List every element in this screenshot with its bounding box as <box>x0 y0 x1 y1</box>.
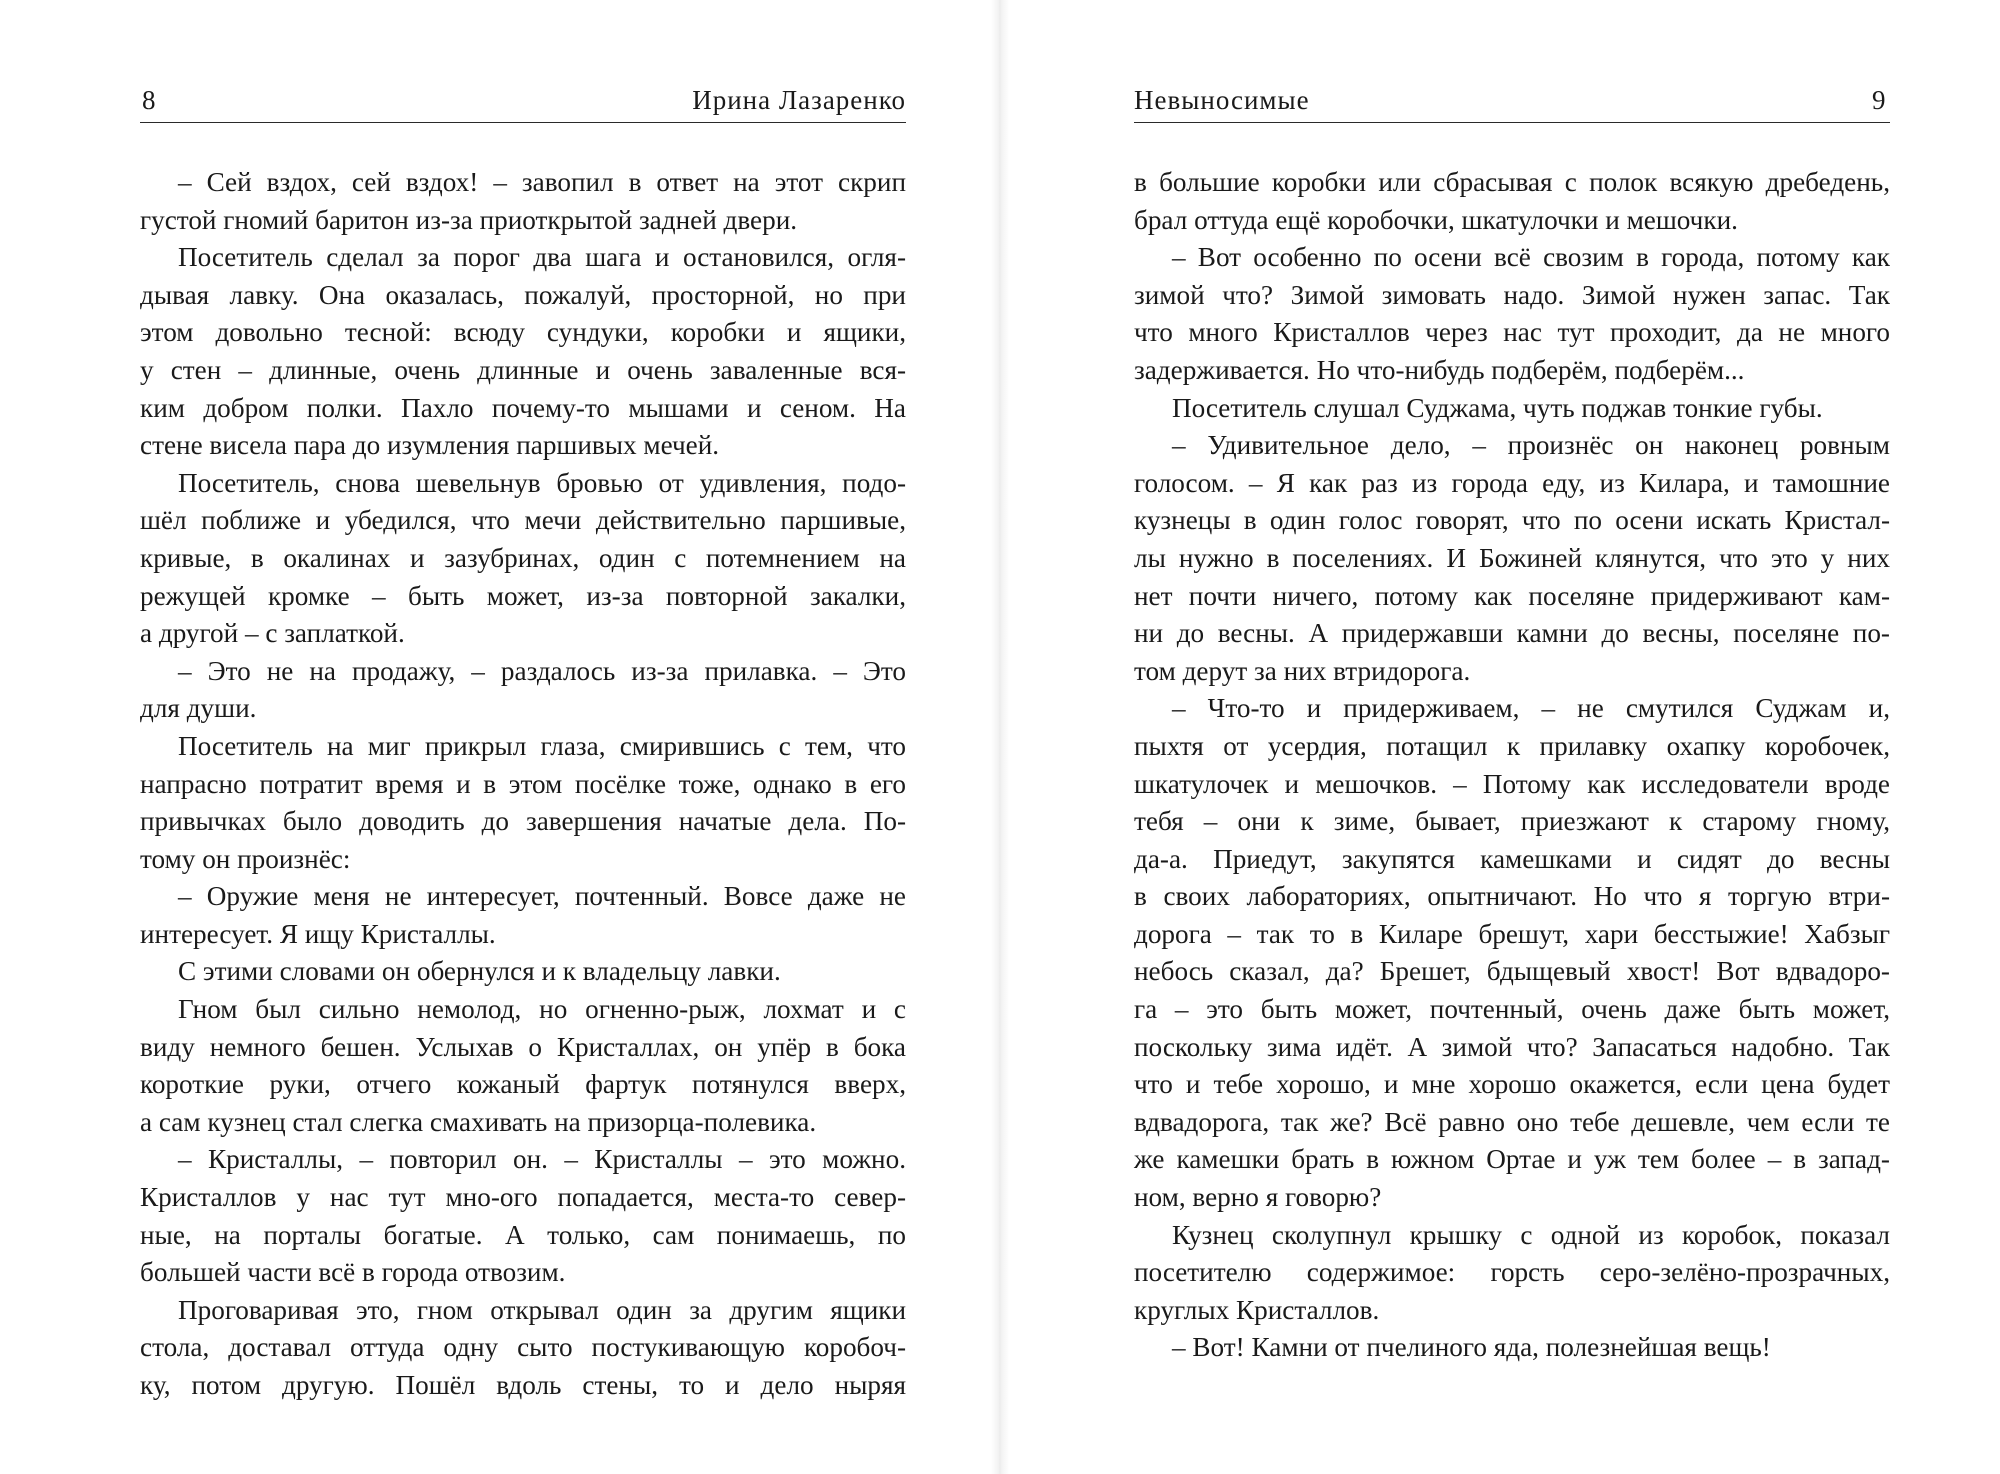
text-line: – Кристаллы, – повторил он. – Кристаллы – это можно. <box>178 1144 906 1175</box>
text-line: да-а. Приедут, закупятся камешками и сидят до весны <box>1134 843 1890 874</box>
text-line: же камешки брать в южном Ортае и уж тем более – в запад- <box>1134 1144 1890 1175</box>
text-line: густой гномий баритон из-за приоткрытой задней двери. <box>140 204 798 235</box>
text-line: что и тебе хорошо, и мне хорошо окажется, если цена будет <box>1134 1069 1890 1100</box>
text-line: – Оружие меня не интересует, почтенный. Вовсе даже не <box>178 881 906 912</box>
text-line: задерживается. Но что-нибудь подберём, подберём... <box>1134 354 1745 385</box>
text-line: для души. <box>140 693 257 724</box>
text-line: поскольку зима идёт. А зимой что? Запасаться надобно. Так <box>1134 1031 1890 1062</box>
text-line: а другой – с заплаткой. <box>140 618 405 649</box>
text-line: – Удивительное дело, – произнёс он наконец ровным <box>1172 430 1890 461</box>
book-title: Невыносимые <box>1134 85 1310 115</box>
right-page-number: 9 <box>1872 85 1886 115</box>
text-line: – Это не на продажу, – раздалось из-за прилавка. – Это <box>178 655 906 686</box>
text-line: кузнецы в один голос говорят, что по осени искать Кристал- <box>1134 505 1890 536</box>
text-line: Кристаллов у нас тут мно-ого попадается, места-то север- <box>140 1182 906 1213</box>
text-line: ные, на порталы богатые. А только, сам понимаешь, по <box>140 1219 906 1250</box>
left-body-text <box>140 164 906 1405</box>
text-line: этом довольно тесной: всюду сундуки, коробки и ящики, <box>140 317 906 348</box>
left-page-number: 8 <box>142 85 156 115</box>
text-line: большей части всё в города отвозим. <box>140 1257 566 1288</box>
text-line: Посетитель на миг прикрыл глаза, смирившись с тем, что <box>178 730 906 761</box>
text-line: интересует. Я ищу Кристаллы. <box>140 918 496 949</box>
text-line: у стен – длинные, очень длинные и очень заваленные вся- <box>140 354 906 385</box>
right-body-text <box>1134 164 1890 1367</box>
text-line: стола, доставал оттуда одну сыто постукивающую коробоч- <box>140 1332 906 1363</box>
text-line: а сам кузнец стал слегка смахивать на призорца-полевика. <box>140 1106 817 1137</box>
text-line: тебя – они к зиме, бывает, приезжают к старому гному, <box>1134 806 1890 837</box>
text-line: ни до весны. А придержавши камни до весны, поселяне по- <box>1134 618 1890 649</box>
text-line: С этими словами он обернулся и к владельцу лавки. <box>178 956 781 987</box>
text-line: шёл поближе и убедился, что мечи действительно паршивые, <box>140 505 906 536</box>
text-line: – Что-то и придерживаем, – не смутился Суджам и, <box>1172 693 1890 724</box>
text-line: том дерут за них втридорога. <box>1134 655 1471 686</box>
text-line: посетителю содержимое: горсть серо-зелёно-прозрачных, <box>1134 1257 1890 1288</box>
text-line: ном, верно я говорю? <box>1134 1182 1382 1213</box>
text-line: в своих лабораториях, опытничают. Но что я торгую втри- <box>1134 881 1890 912</box>
text-line: тому он произнёс: <box>140 843 351 874</box>
text-line: виду немного бешен. Услыхав о Кристаллах, он упёр в бока <box>140 1031 906 1062</box>
text-line: режущей кромке – быть может, из-за повторной закалки, <box>140 580 906 611</box>
text-line: Посетитель слушал Суджама, чуть поджав тонкие губы. <box>1172 392 1823 423</box>
text-line: голосом. – Я как раз из города еду, из Килара, и тамошние <box>1134 467 1890 498</box>
text-line: что много Кристаллов через нас тут проходит, да не много <box>1134 317 1890 348</box>
text-line: Проговаривая это, гном открывал один за другим ящики <box>178 1294 906 1325</box>
text-line: брал оттуда ещё коробочки, шкатулочки и мешочки. <box>1134 204 1738 235</box>
text-line: зимой что? Зимой зимовать надо. Зимой нужен запас. Так <box>1134 279 1890 310</box>
text-line: дорога – так то в Киларе брешут, хари бесстыжие! Хабзыг <box>1134 918 1890 949</box>
text-line: кривые, в окалинах и зазубринах, один с потемнением на <box>140 542 906 573</box>
text-line: Кузнец сколупнул крышку с одной из коробок, показал <box>1172 1219 1890 1250</box>
text-line: привычках было доводить до завершения начатые дела. По- <box>140 806 906 837</box>
text-line: лы нужно в поселениях. И Божиней клянутся, что это у них <box>1134 542 1890 573</box>
text-line: дывая лавку. Она оказалась, пожалуй, просторной, но при <box>140 279 906 310</box>
text-line: шкатулочек и мешочков. – Потому как исследователи вроде <box>1134 768 1890 799</box>
text-line: – Сей вздох, сей вздох! – завопил в ответ на этот скрип <box>178 167 906 197</box>
text-line: стене висела пара до изумления паршивых мечей. <box>140 430 720 461</box>
text-line: в большие коробки или сбрасывая с полок всякую дребедень, <box>1134 167 1890 197</box>
author-name: Ирина Лазаренко <box>692 85 906 115</box>
text-line: – Вот особенно по осени всё свозим в города, потому как <box>1172 242 1890 273</box>
text-line: Посетитель сделал за порог два шага и остановился, огля- <box>178 242 906 273</box>
text-line: Гном был сильно немолод, но огненно-рыж, лохмат и с <box>178 994 906 1025</box>
book-gutter <box>991 0 1009 1474</box>
text-line: небось сказал, да? Брешет, бдыщевый хвост! Вот вдвадоро- <box>1134 956 1890 987</box>
text-line: нет почти ничего, потому как поселяне придерживают кам- <box>1134 580 1890 611</box>
right-running-head <box>1134 86 1890 123</box>
text-line: Посетитель, снова шевельнув бровью от удивления, подо- <box>178 467 906 498</box>
text-line: напрасно потратит время и в этом посёлке тоже, однако в его <box>140 768 906 799</box>
text-line: – Вот! Камни от пчелиного яда, полезнейшая вещь! <box>1172 1332 1771 1363</box>
text-line: га – это быть может, почтенный, очень даже быть может, <box>1134 994 1890 1025</box>
text-line: ку, потом другую. Пошёл вдоль стены, то и дело ныряя <box>140 1370 906 1400</box>
left-page <box>140 0 906 1474</box>
left-running-head <box>140 86 906 123</box>
text-line: вдвадорога, так же? Всё равно оно тебе дешевле, чем если те <box>1134 1106 1890 1137</box>
text-line: пыхтя от усердия, потащил к прилавку охапку коробочек, <box>1134 730 1890 761</box>
text-line: короткие руки, отчего кожаный фартук потянулся вверх, <box>140 1069 906 1100</box>
text-line: ким добром полки. Пахло почему-то мышами и сеном. На <box>140 392 906 423</box>
text-line: круглых Кристаллов. <box>1134 1294 1380 1325</box>
right-page <box>1134 0 1890 1474</box>
